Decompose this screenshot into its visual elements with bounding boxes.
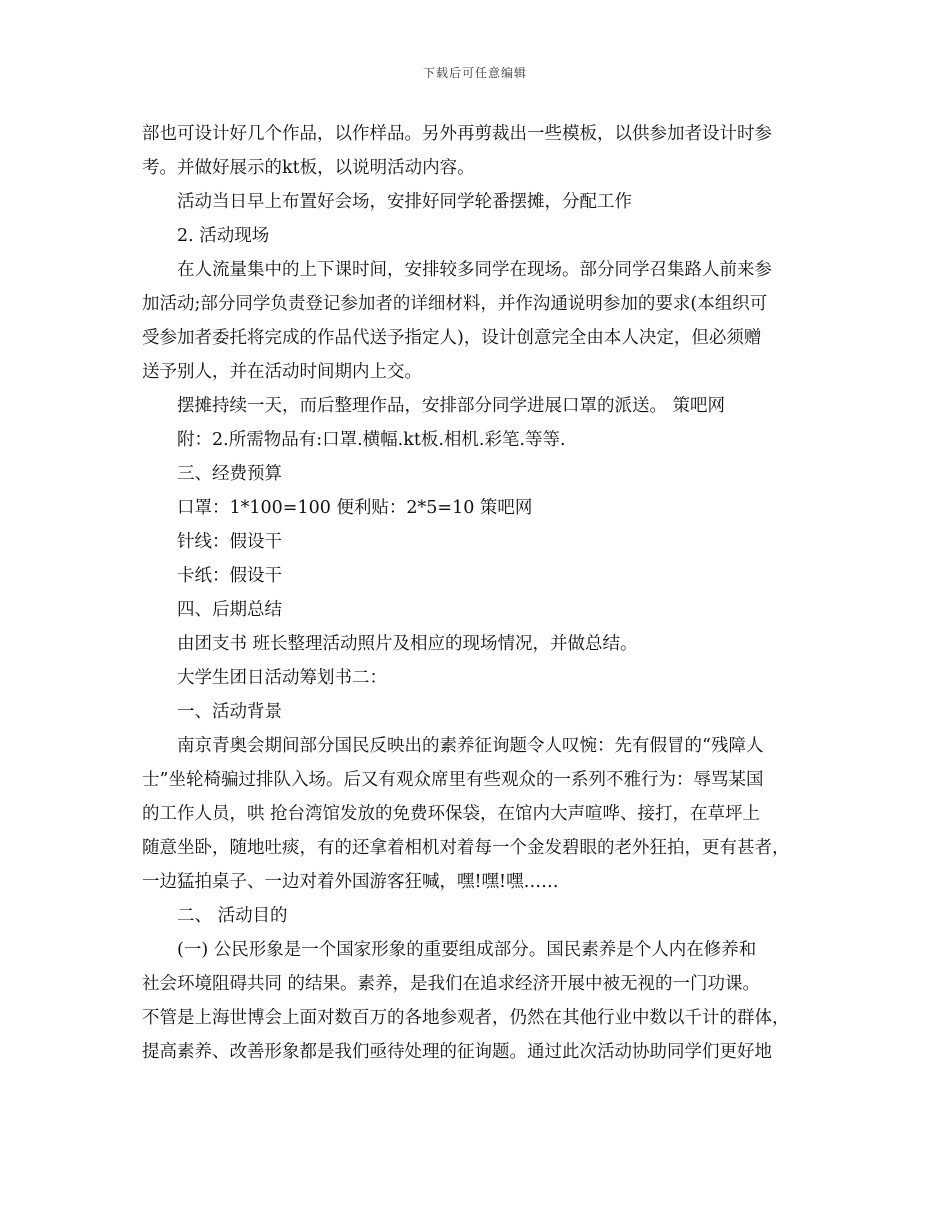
paragraph-line: (一) 公民形象是一个国家形象的重要组成部分。国民素养是个人内在修养和 bbox=[177, 940, 757, 960]
paragraph-line: 受参加者委托将完成的作品代送予指定人)，设计创意完全由本人决定，但必须赠 bbox=[142, 328, 762, 348]
paragraph-line: 士”坐轮椅骗过排队入场。后又有观众席里有些观众的一系列不雅行为：辱骂某国 bbox=[142, 770, 764, 790]
paragraph-line: 社会环境阻碍共同 的结果。素养，是我们在追求经济开展中被无视的一门功课。 bbox=[142, 974, 761, 994]
paragraph-line: 不管是上海世博会上面对数百万的各地参观者，仍然在其他行业中数以千计的群体， bbox=[142, 1008, 790, 1028]
section-heading: 2. 活动现场 bbox=[177, 226, 270, 246]
paragraph-line: 考。并做好展示的kt板，以说明活动内容。 bbox=[142, 158, 475, 178]
paragraph-line: 部也可设计好几个作品，以作样品。另外再剪裁出一些模板，以供参加者设计时参 bbox=[142, 124, 772, 144]
paragraph-line: 随意坐卧，随地吐痰，有的还拿着相机对着每一个金发碧眼的老外狂拍，更有甚者， bbox=[142, 838, 790, 858]
section-heading: 一、活动背景 bbox=[177, 702, 282, 722]
paragraph-line: 提高素养、改善形象都是我们亟待处理的征询题。通过此次活动协助同学们更好地 bbox=[142, 1042, 772, 1062]
section-heading: 大学生团日活动筹划书二： bbox=[177, 668, 387, 688]
paragraph-line: 一边猛拍桌子、一边对着外国游客狂喊，嘿!嘿!嘿…… bbox=[142, 872, 559, 892]
section-heading: 三、经费预算 bbox=[177, 464, 282, 484]
paragraph-line: 活动当日早上布置好会场，安排好同学轮番摆摊，分配工作 bbox=[177, 192, 632, 212]
paragraph-line: 加活动;部分同学负责登记参加者的详细材料，并作沟通说明参加的要求(本组织可 bbox=[142, 294, 768, 314]
section-heading: 二、 活动目的 bbox=[177, 906, 288, 926]
paragraph-line: 送予别人，并在活动时间期内上交。 bbox=[142, 362, 422, 382]
paragraph-line: 由团支书 班长整理活动照片及相应的现场情况，并做总结。 bbox=[177, 634, 638, 654]
paragraph-line: 附：2.所需物品有:口罩.横幅.kt板.相机.彩笔.等等. bbox=[177, 430, 566, 450]
paragraph-line: 针线：假设干 bbox=[177, 532, 282, 552]
document-body bbox=[142, 117, 822, 1069]
paragraph-line: 卡纸：假设干 bbox=[177, 566, 282, 586]
paragraph-line: 在人流量集中的上下课时间，安排较多同学在现场。部分同学召集路人前来参 bbox=[177, 260, 772, 280]
page-header: 下载后可任意编辑 bbox=[422, 66, 527, 80]
paragraph-line: 南京青奥会期间部分国民反映出的素养征询题令人叹惋：先有假冒的“残障人 bbox=[177, 736, 764, 756]
paragraph-line: 摆摊持续一天，而后整理作品，安排部分同学进展口罩的派送。 策吧网 bbox=[177, 396, 726, 416]
section-heading: 四、后期总结 bbox=[177, 600, 282, 620]
paragraph-line: 的工作人员，哄 抢台湾馆发放的免费环保袋，在馆内大声喧哗、接打，在草坪上 bbox=[142, 804, 761, 824]
paragraph-line: 口罩：1*100=100 便利贴：2*5=10 策吧网 bbox=[177, 498, 533, 518]
